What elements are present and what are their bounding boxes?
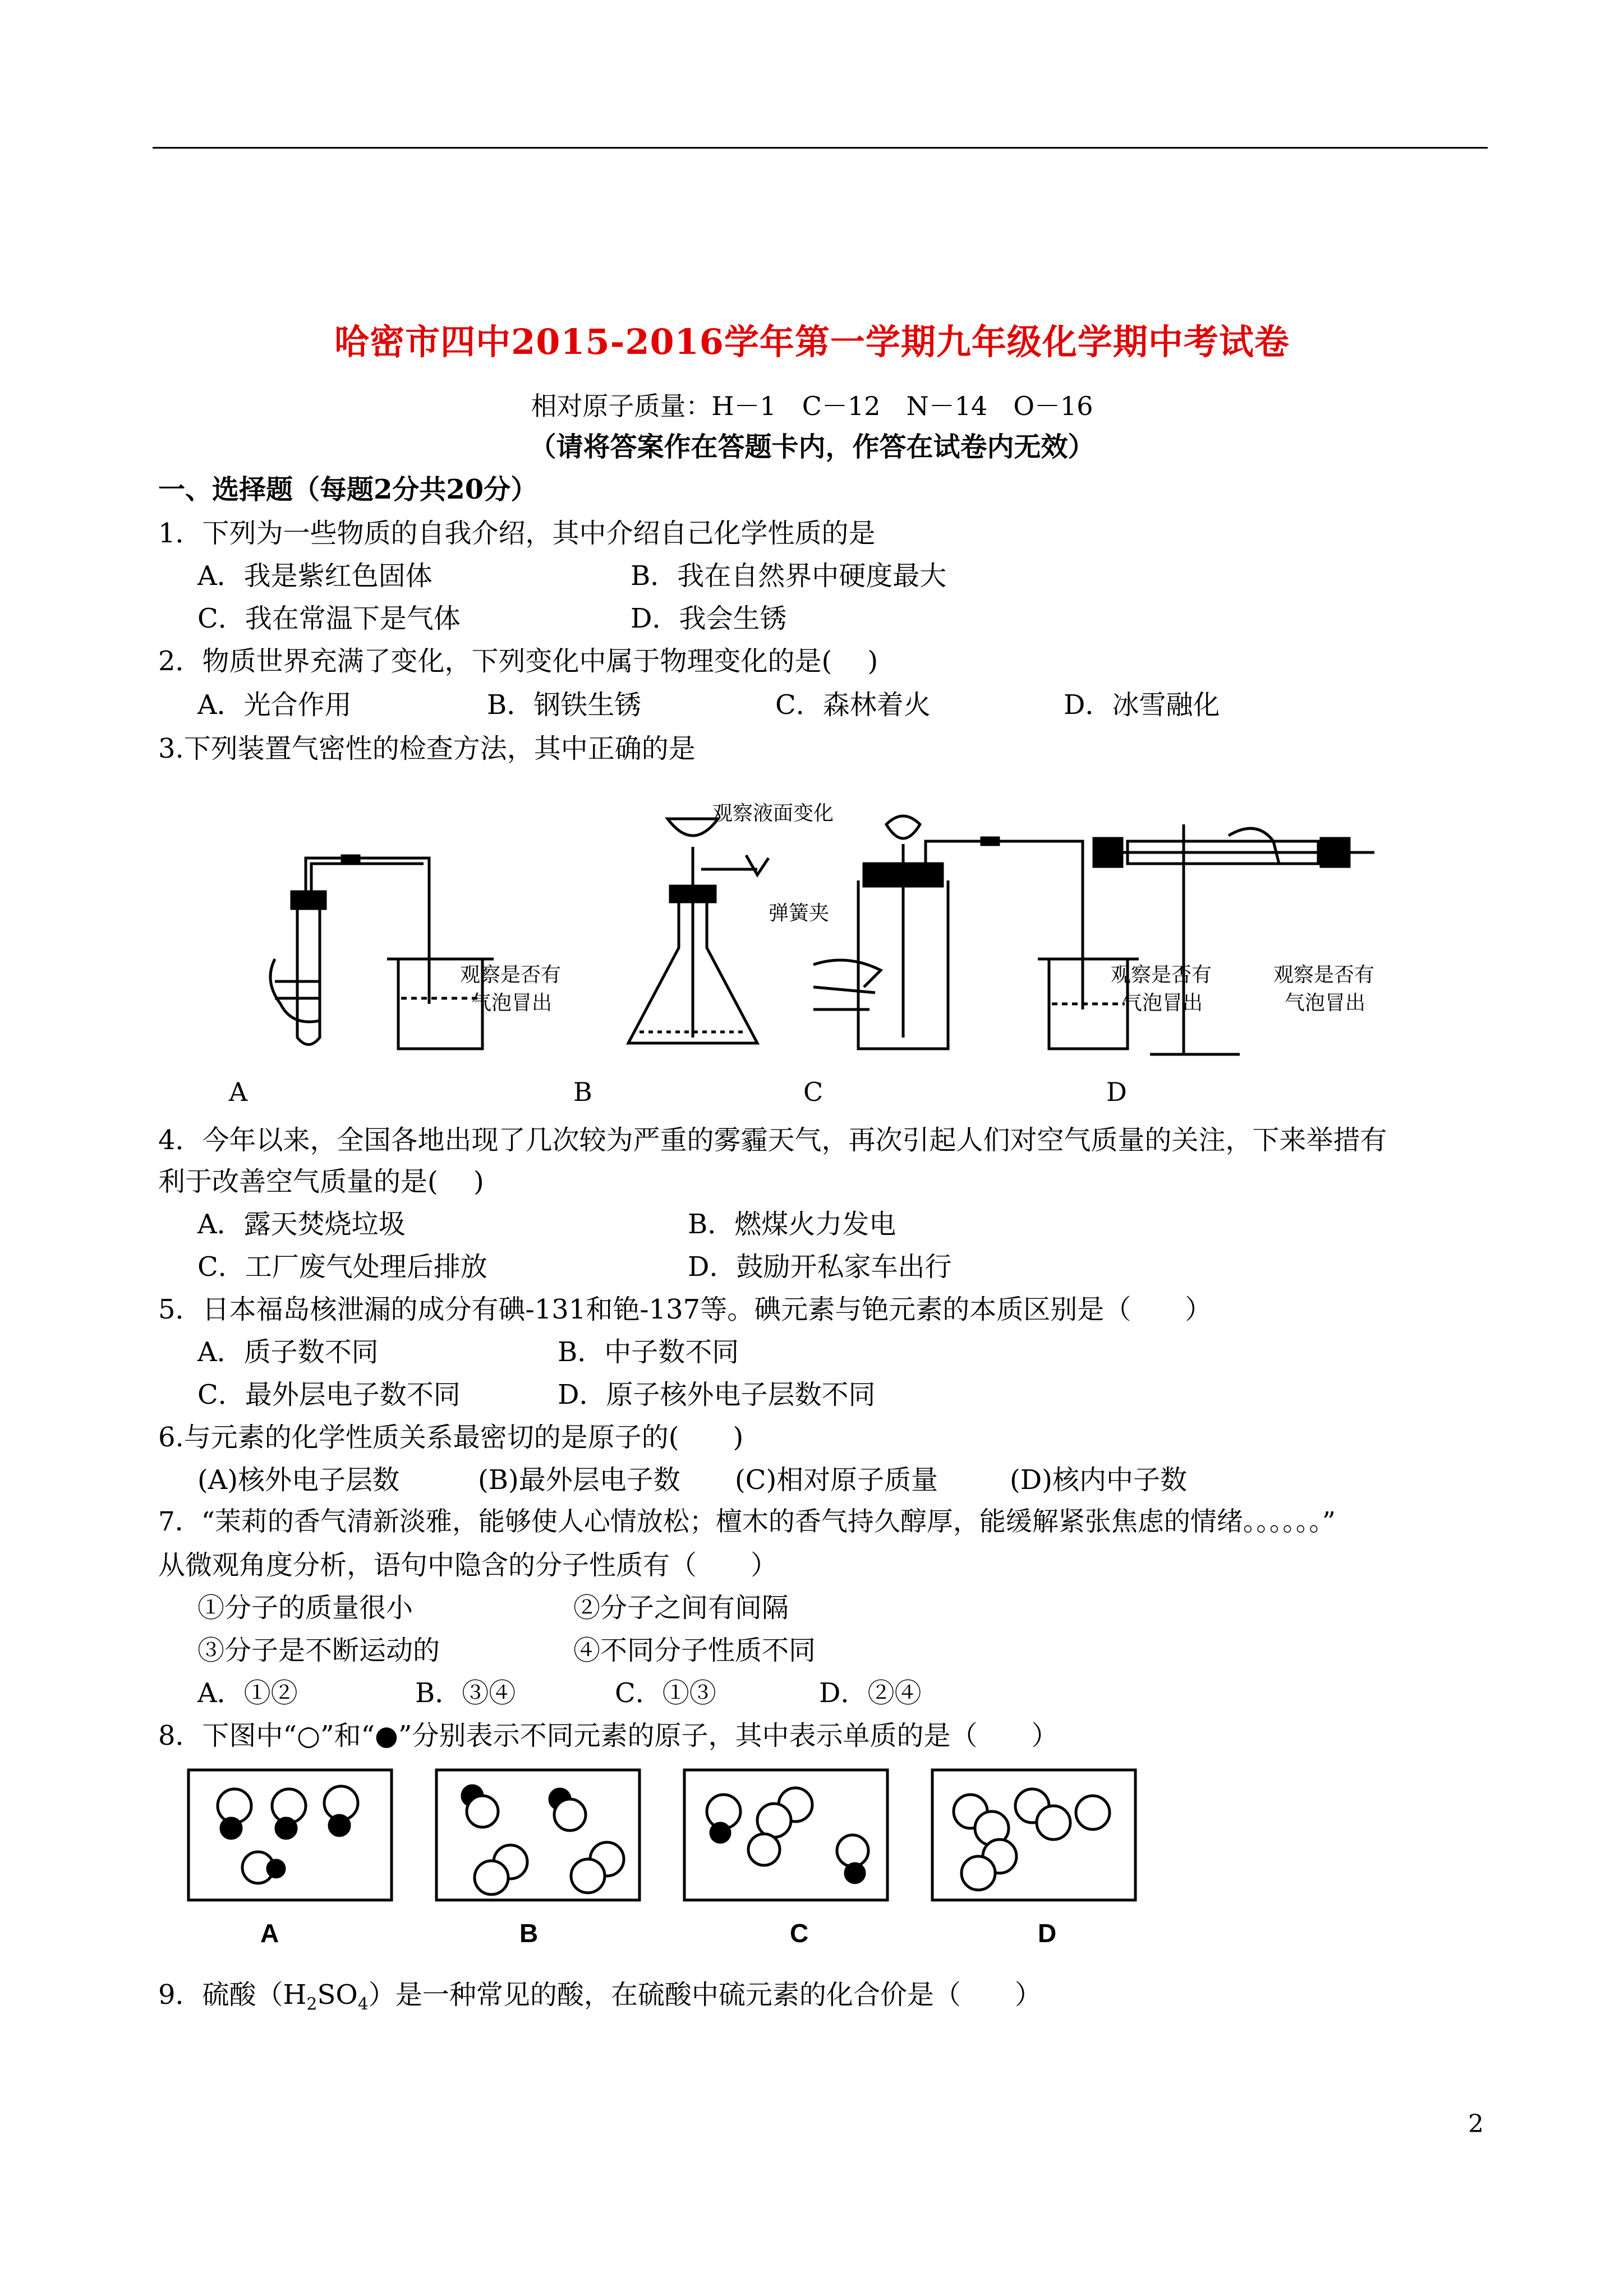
q8-molecule-figure	[185, 1767, 1172, 1907]
q3-label-c: C	[803, 1077, 823, 1107]
q4-option-a: A．露天焚烧垃圾	[197, 1209, 406, 1240]
q5-option-c: C．最外层电子数不同	[197, 1379, 461, 1410]
q2-option-c: C．森林着火	[775, 689, 931, 721]
apparatus-a	[270, 856, 494, 1049]
apparatus-c	[813, 816, 1139, 1049]
q4-option-b: B．燃煤火力发电	[688, 1209, 896, 1240]
q7-statement-4: ④不同分子性质不同	[573, 1635, 816, 1666]
q7-statement-1: ①分子的质量很小	[197, 1592, 413, 1624]
q1-option-a: A．我是紫红色固体	[197, 560, 433, 592]
q8-label-b: B	[519, 1919, 539, 1948]
q6-option-c: (C)相对原子质量	[735, 1464, 938, 1496]
q9-sub-4: 4	[357, 1994, 369, 2014]
q2-option-b: B．钢铁生锈	[487, 689, 642, 721]
q7-statement-3: ③分子是不断运动的	[197, 1635, 440, 1666]
q4-option-d: D．鼓励开私家车出行	[688, 1251, 952, 1283]
exam-title: 哈密市四中2015-2016学年第一学期九年级化学期中考试卷	[334, 321, 1290, 362]
q9-sub-2: 2	[306, 1994, 318, 2014]
apparatus-d	[1094, 824, 1374, 1054]
q6-option-b: (B)最外层电子数	[478, 1464, 680, 1496]
label-a-observe: 观察是否有	[460, 963, 562, 986]
label-d-bubbles: 气泡冒出	[1285, 992, 1366, 1015]
q1-option-c: C．我在常温下是气体	[197, 603, 461, 634]
label-c-bubbles: 气泡冒出	[1122, 992, 1203, 1015]
q6-stem: 6.与元素的化学性质关系最密切的是原子的( )	[158, 1422, 744, 1453]
label-a-bubbles: 气泡冒出	[471, 992, 553, 1015]
q5-stem: 5．日本福岛核泄漏的成分有碘-131和铯-137等。碘元素与铯元素的本质区别是（ ）	[158, 1294, 1212, 1325]
q7-stem-line1: 7．“茉莉的香气清新淡雅，能够使人心情放松；檀木的香气持久醇厚，能缓解紧张焦虑的情绪。。。。。。”	[158, 1506, 1336, 1537]
q7-option-d: D．②④	[819, 1677, 922, 1709]
q2-option-d: D．冰雪融化	[1064, 689, 1220, 721]
q3-apparatus-figure	[252, 802, 1374, 1066]
page-number: 2	[1468, 2110, 1484, 2138]
q3-stem: 3.下列装置气密性的检查方法，其中正确的是	[158, 733, 696, 764]
q5-option-a: A．质子数不同	[197, 1336, 379, 1368]
q7-option-c: C．①③	[615, 1677, 716, 1709]
q8-stem: 8．下图中“○”和“●”分别表示不同元素的原子，其中表示单质的是（ ）	[158, 1720, 1059, 1751]
q6-option-d: (D)核内中子数	[1010, 1464, 1187, 1496]
atomic-mass-line: 相对原子质量：H－1 C－12 N－14 O－16	[531, 391, 1093, 421]
q5-option-b: B．中子数不同	[558, 1336, 739, 1368]
q1-option-d: D．我会生锈	[631, 603, 787, 634]
apparatus-b	[628, 819, 769, 1043]
q3-label-a: A	[229, 1077, 248, 1107]
q1-stem: 1．下列为一些物质的自我介绍，其中介绍自己化学性质的是	[158, 518, 876, 549]
q9-stem-pre: 9．硫酸（H	[158, 1979, 307, 2011]
label-spring-clamp: 弹簧夹	[769, 902, 830, 925]
q7-stem-line2: 从微观角度分析，语句中隐含的分子性质有（ ）	[158, 1550, 778, 1581]
q2-option-a: A．光合作用	[197, 689, 352, 721]
q7-option-a: A．①②	[197, 1677, 298, 1709]
q4-option-c: C．工厂废气处理后排放	[197, 1251, 487, 1283]
q4-stem-line1: 4．今年以来，全国各地出现了几次较为严重的雾霾天气，再次引起人们对空气质量的关注，下来举措有	[158, 1124, 1387, 1156]
q3-label-b: B	[573, 1077, 592, 1107]
q1-option-b: B．我在自然界中硬度最大	[631, 560, 947, 592]
q7-option-b: B．③④	[415, 1677, 516, 1709]
label-d-observe: 观察是否有	[1273, 963, 1374, 986]
q8-label-a: A	[260, 1919, 279, 1948]
q7-statement-2: ②分子之间有间隔	[573, 1592, 789, 1624]
label-observe-level: 观察液面变化	[712, 802, 834, 825]
q2-stem: 2．物质世界充满了变化，下列变化中属于物理变化的是( )	[158, 646, 878, 677]
q4-stem-line2: 利于改善空气质量的是( )	[158, 1166, 484, 1197]
q8-label-c: C	[790, 1919, 809, 1948]
q5-option-d: D．原子核外电子层数不同	[558, 1379, 876, 1410]
q9-stem-mid: SO	[317, 1979, 358, 2011]
q6-option-a: (A)核外电子层数	[197, 1464, 400, 1496]
label-c-observe: 观察是否有	[1111, 963, 1212, 986]
q3-label-d: D	[1106, 1077, 1127, 1107]
q8-label-d: D	[1038, 1919, 1057, 1948]
section-heading: 一、选择题（每题2分共20分）	[158, 474, 538, 505]
header-rule	[153, 147, 1488, 149]
q9-stem	[158, 1973, 1042, 2014]
answer-note: （请将答案作在答题卡内，作答在试卷内无效）	[529, 431, 1095, 463]
q9-stem-post: ）是一种常见的酸，在硫酸中硫元素的化合价是（ ）	[368, 1979, 1042, 2011]
